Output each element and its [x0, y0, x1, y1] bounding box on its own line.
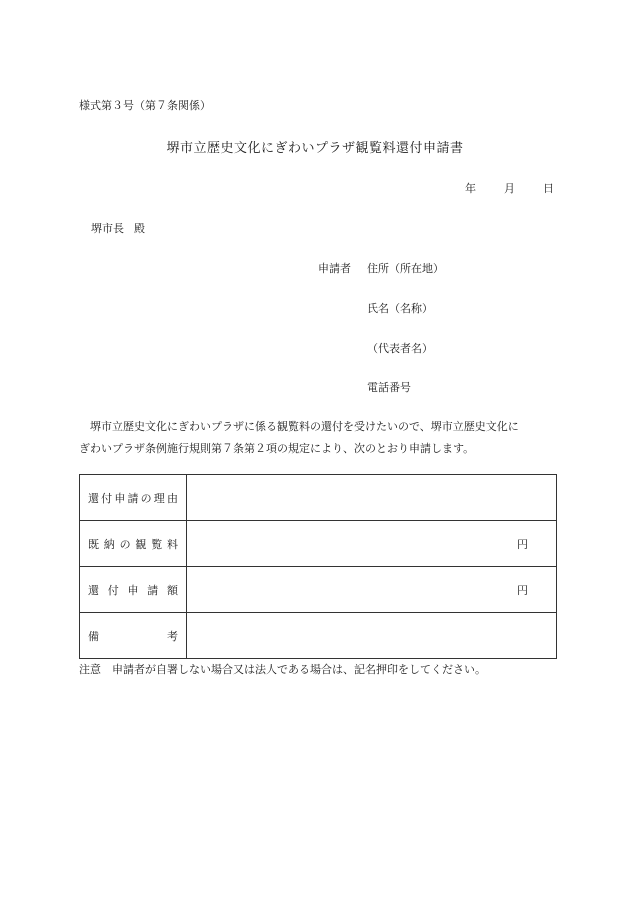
label-char: 請: [127, 491, 139, 505]
label-char: 付: [107, 583, 119, 597]
applicant-phone-label: 電話番号: [367, 381, 411, 394]
label-char: 付: [101, 491, 113, 505]
refund-amount-label-cell: [80, 567, 187, 613]
date-line: [465, 180, 554, 196]
table-row-paid-fee: [80, 521, 557, 567]
addressee-honorific: 殿: [134, 222, 145, 235]
document-title: 堺市立歴史文化にぎわいプラザ観覧料還付申請書: [166, 141, 464, 156]
date-year-label: 年: [465, 182, 476, 195]
label-char: 請: [147, 583, 159, 597]
remarks-label: [88, 628, 178, 644]
paid-fee-label-cell: [80, 521, 187, 567]
label-char: 備: [88, 629, 99, 643]
label-char: 納: [103, 537, 115, 551]
form-number: 様式第３号（第７条関係）: [79, 99, 211, 112]
paid-fee-value-cell[interactable]: 円: [187, 521, 557, 567]
label-char: 考: [167, 629, 178, 643]
refund-amount-label: [88, 582, 178, 598]
addressee-name: 堺市長: [91, 222, 124, 235]
table-row-remarks: [80, 613, 557, 659]
note: 注意 申請者が自署しない場合又は法人である場合は、記名押印をしてください。: [79, 663, 486, 676]
table-row-reason: [80, 475, 557, 521]
label-char: 還: [88, 491, 99, 505]
applicant-address-label: 住所（所在地）: [367, 262, 444, 275]
remarks-label-cell: [80, 613, 187, 659]
label-char: 由: [166, 491, 178, 505]
label-char: 額: [167, 583, 178, 597]
label-char: 理: [153, 491, 165, 505]
remarks-value-cell[interactable]: [187, 613, 557, 659]
label-char: 観: [135, 537, 147, 551]
table-row-refund-amount: [80, 567, 557, 613]
reason-label: [88, 490, 178, 506]
label-char: 覧: [151, 537, 163, 551]
reason-value-cell[interactable]: [187, 475, 557, 521]
label-char: 申: [127, 583, 139, 597]
request-statement-line-1: 堺市立歴史文化にぎわいプラザに係る観覧料の還付を受けたいので、堺市立歴史文化に: [79, 420, 519, 433]
applicant-name-label: 氏名（名称）: [367, 302, 433, 315]
label-char: 申: [114, 491, 126, 505]
label-char: 還: [88, 583, 99, 597]
refund-form-table: [79, 474, 557, 659]
label-char: 料: [166, 537, 178, 551]
addressee: [91, 220, 145, 236]
paid-fee-label: [88, 536, 178, 552]
date-day-label: 日: [543, 182, 554, 195]
label-char: の: [119, 537, 131, 551]
applicant-label: 申請者: [318, 262, 351, 275]
label-char: 既: [88, 537, 99, 551]
refund-amount-value-cell[interactable]: 円: [187, 567, 557, 613]
applicant-representative-label: （代表者名）: [367, 342, 433, 355]
reason-label-cell: [80, 475, 187, 521]
request-statement-line-2: ぎわいプラザ条例施行規則第７条第２項の規定により、次のとおり申請します。: [79, 442, 475, 455]
request-statement: [79, 416, 557, 460]
label-char: の: [140, 491, 152, 505]
date-month-label: 月: [504, 182, 515, 195]
